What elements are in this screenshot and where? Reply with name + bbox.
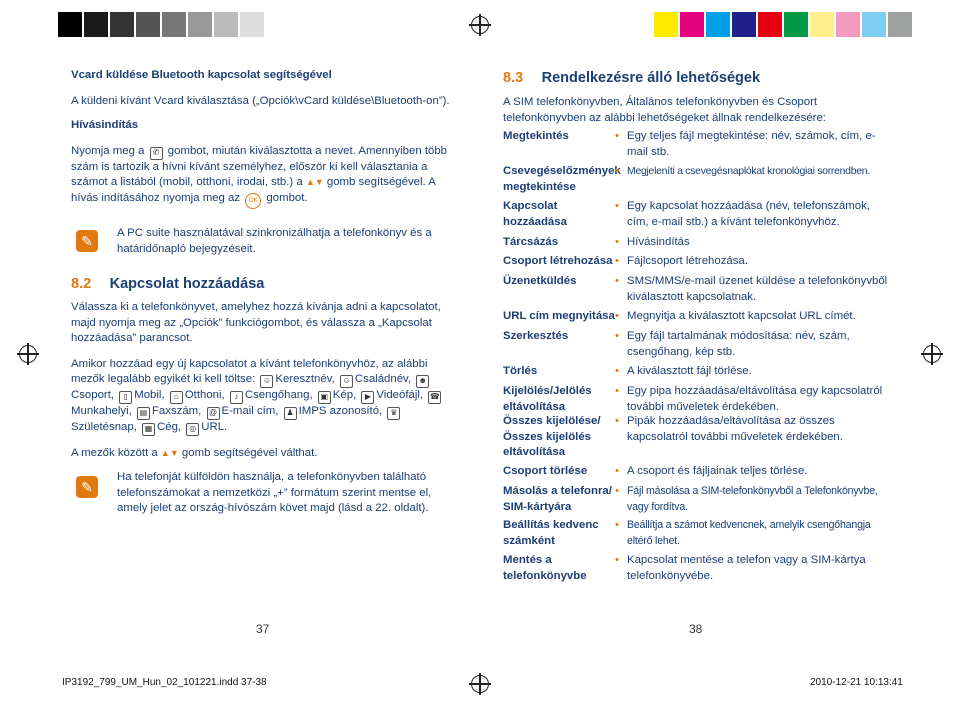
email-icon: @ <box>207 407 220 420</box>
left-page <box>71 68 455 209</box>
home-icon: ⌂ <box>170 391 183 404</box>
company-icon: ▦ <box>142 423 155 436</box>
ok-key-icon: OK <box>245 193 261 209</box>
page-number-right: 38 <box>689 622 703 636</box>
page-number-left: 37 <box>256 622 270 636</box>
registration-mark-icon <box>471 16 489 34</box>
paragraph-switch-fields: A mezők között a ▲▼ gomb segítségével válthat. <box>71 447 318 460</box>
picture-icon: ▣ <box>318 391 331 404</box>
section-number: 8.2 <box>71 276 92 292</box>
mobile-icon: ▯ <box>119 391 132 404</box>
person-icon: ☺ <box>340 375 353 388</box>
registration-mark-icon <box>923 345 941 363</box>
birthday-icon: ♛ <box>387 407 400 420</box>
call-key-icon: ✆ <box>150 147 163 160</box>
paragraph-intro: A SIM telefonkönyvben, Általános telefonkönyvben és Csoport telefonkönyvben az alábbi lehetőségeket állnak rendelkezésére: <box>503 96 826 124</box>
navigation-key-icon: ▲▼ <box>305 177 324 188</box>
section-8-3-title <box>503 69 760 87</box>
tip-international: Ha telefonját külföldön használja, a telefonkönyvben található telefonszámokat a nemzetközi „+” formátum szerint mentse el, amely jelet az ország-hívószám követ majd (lásd a 22. oldalt). <box>117 471 432 515</box>
paragraph-call: Nyomja meg a ✆ gombot, miután kiválasztotta a nevet. Amennyiben több szám is tartozik a hívni kívánt személyhez, először ki kell választania a számot a listából (mobil, otthoni, irodai, stb.) a ▲▼ gomb segítségével. A hívás indításához nyomja meg az OK gombot. <box>71 144 455 209</box>
section-title: Kapcsolat hozzáadása <box>109 276 265 292</box>
video-icon: ▶ <box>361 391 374 404</box>
section-title: Rendelkezésre álló lehetőségek <box>541 70 761 86</box>
paragraph-add-contact: Válassza ki a telefonkönyvet, amelyhez hozzá kívánja adni a kapcsolatot, majd nyomja meg az „Opciók” funkciógombot, és válassza a „Kapcsolat hozzáadása” parancsot. <box>71 301 441 345</box>
left-section-body <box>71 300 455 462</box>
heading-call: Hívásindítás <box>71 119 139 132</box>
section-number: 8.3 <box>503 70 524 86</box>
imps-icon: ♟ <box>284 407 297 420</box>
work-phone-icon: ☎ <box>428 391 441 404</box>
registration-mark-icon <box>19 345 37 363</box>
group-icon: ☻ <box>416 375 429 388</box>
footer-filename: IP3192_799_UM_Hun_02_101221.indd 37-38 <box>62 677 267 688</box>
tip-icon: ✎ <box>76 230 98 252</box>
fax-icon: ▤ <box>137 407 150 420</box>
person-icon: ☺ <box>260 375 273 388</box>
tip-icon: ✎ <box>76 476 98 498</box>
url-icon: ◎ <box>186 423 199 436</box>
registration-mark-icon <box>471 675 489 693</box>
footer-timestamp: 2010-12-21 10:13:41 <box>810 677 903 688</box>
paragraph-vcard: A küldeni kívánt Vcard kiválasztása („Opciók\vCard küldése\Bluetooth-on”). <box>71 94 450 107</box>
section-8-2-title <box>71 275 264 293</box>
heading-vcard-bluetooth: Vcard küldése Bluetooth kapcsolat segítségével <box>71 69 332 81</box>
ringtone-icon: ♪ <box>230 391 243 404</box>
navigation-key-icon: ▲▼ <box>160 448 179 459</box>
paragraph-fields: Amikor hozzáad egy új kapcsolatot a kívánt telefonkönyvhöz, az alábbi mezők legalább egyikét ki kell töltse: ☺ Keresztnév, ☺ Családnév, ☻Csoport, ▯ Mobil, ⌂ Otthoni, ♪ Csengőhang, ▣ Kép, ▶ Videófájl, ☎Munkahelyi, ▤ Faxszám, @ E-mail cím, ♟ IMPS azonosító, ♛Születésnap, ▦ Cég, ◎ URL. <box>71 357 455 437</box>
tip-pc-suite: A PC suite használatával szinkronizálhatja a telefonkönyv és a határidőnapló bejegyzéseit. <box>117 227 432 255</box>
